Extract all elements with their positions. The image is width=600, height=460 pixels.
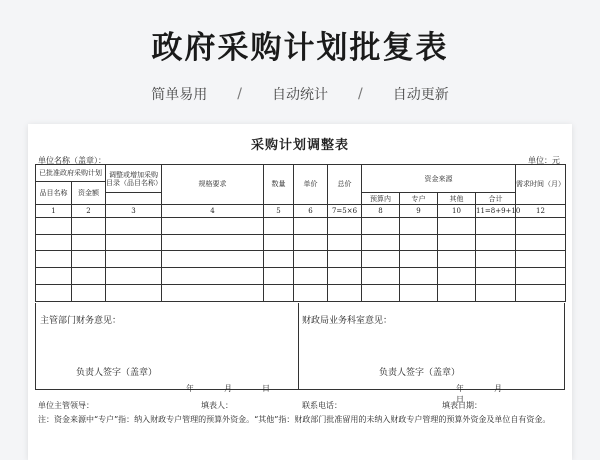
col-number: 3 <box>106 205 162 218</box>
col-number: 2 <box>72 205 106 218</box>
header-sum: 合计 <box>476 193 516 205</box>
header-adjust-spacer <box>106 193 162 205</box>
left-signature-label: 负责人签字（盖章） <box>76 368 158 378</box>
unit-leader-label: 单位主管领导： <box>38 401 94 410</box>
header-need-time: 需求时间（月） <box>516 165 566 205</box>
feature-separator: / <box>358 86 363 102</box>
date-month: 月 <box>494 384 532 393</box>
finance-bureau-opinion-label: 财政局业务科室意见： <box>302 316 393 326</box>
fill-date-label: 填表日期： <box>442 401 482 410</box>
header-total-price: 总价 <box>328 165 362 205</box>
dept-finance-opinion-label: 主管部门财务意见： <box>40 316 122 326</box>
footnote: 注：资金来源中“专户”指：纳入财政专户管理的预算外资金。“其他”指：财政部门批准留用的未纳入财政专户管理的预算外资金及单位自有资金。 <box>38 415 551 424</box>
col-number: 10 <box>438 205 476 218</box>
col-number: 7=5×6 <box>328 205 362 218</box>
header-adjust-catalog: 调整或增加采购目录（品目名称） <box>106 165 162 193</box>
header-approved-plan: 已批准政府采购计划 <box>36 165 106 182</box>
col-number: 4 <box>162 205 264 218</box>
header-other: 其他 <box>438 193 476 205</box>
col-number: 5 <box>264 205 294 218</box>
feature-separator: / <box>237 86 242 102</box>
col-number: 8 <box>362 205 400 218</box>
table-row <box>36 251 566 268</box>
banner-title: 政府采购计划批复表 <box>151 30 449 66</box>
header-item-name: 品目名称 <box>36 181 72 204</box>
unit-name-label: 单位名称（盖章）： <box>38 156 106 165</box>
header-special: 专户 <box>400 193 438 205</box>
opinion-section <box>35 303 565 404</box>
col-number: 1 <box>36 205 72 218</box>
col-number: 9 <box>400 205 438 218</box>
adjustment-table <box>35 164 566 302</box>
table-row <box>36 217 566 234</box>
header-unit-price: 单价 <box>294 165 328 205</box>
feature-list <box>0 84 600 104</box>
signature-footer <box>38 400 563 412</box>
unit-currency-label: 单位：元 <box>528 156 560 165</box>
feature-easy: 简单易用 <box>151 87 208 103</box>
filler-label: 填表人： <box>201 401 233 410</box>
header-spec: 规格要求 <box>162 165 264 205</box>
feature-auto-update: 自动更新 <box>392 87 449 103</box>
col-number: 12 <box>516 205 566 218</box>
table-row <box>36 268 566 285</box>
header-quantity: 数量 <box>264 165 294 205</box>
right-signature-label: 负责人签字（盖章） <box>379 368 461 378</box>
header-amount: 资金额 <box>72 181 106 204</box>
date-day: 日 <box>262 384 300 393</box>
table-row <box>36 234 566 251</box>
feature-auto-stats: 自动统计 <box>272 87 328 103</box>
date-year: 年 <box>186 384 224 393</box>
column-number-row <box>36 205 566 218</box>
col-number: 11=8+9+10 <box>476 205 516 218</box>
header-fund-source: 资金来源 <box>362 165 516 193</box>
header-budget: 预算内 <box>362 193 400 205</box>
col-number: 6 <box>294 205 328 218</box>
table-row <box>36 285 566 302</box>
opinion-divider <box>298 303 299 389</box>
date-day: 日 <box>456 395 494 404</box>
left-date-fields <box>186 383 300 394</box>
phone-label: 联系电话： <box>302 401 342 410</box>
date-month: 月 <box>224 384 262 393</box>
document-title: 采购计划调整表 <box>250 138 349 153</box>
date-year: 年 <box>456 384 494 393</box>
document-sheet <box>28 124 572 460</box>
